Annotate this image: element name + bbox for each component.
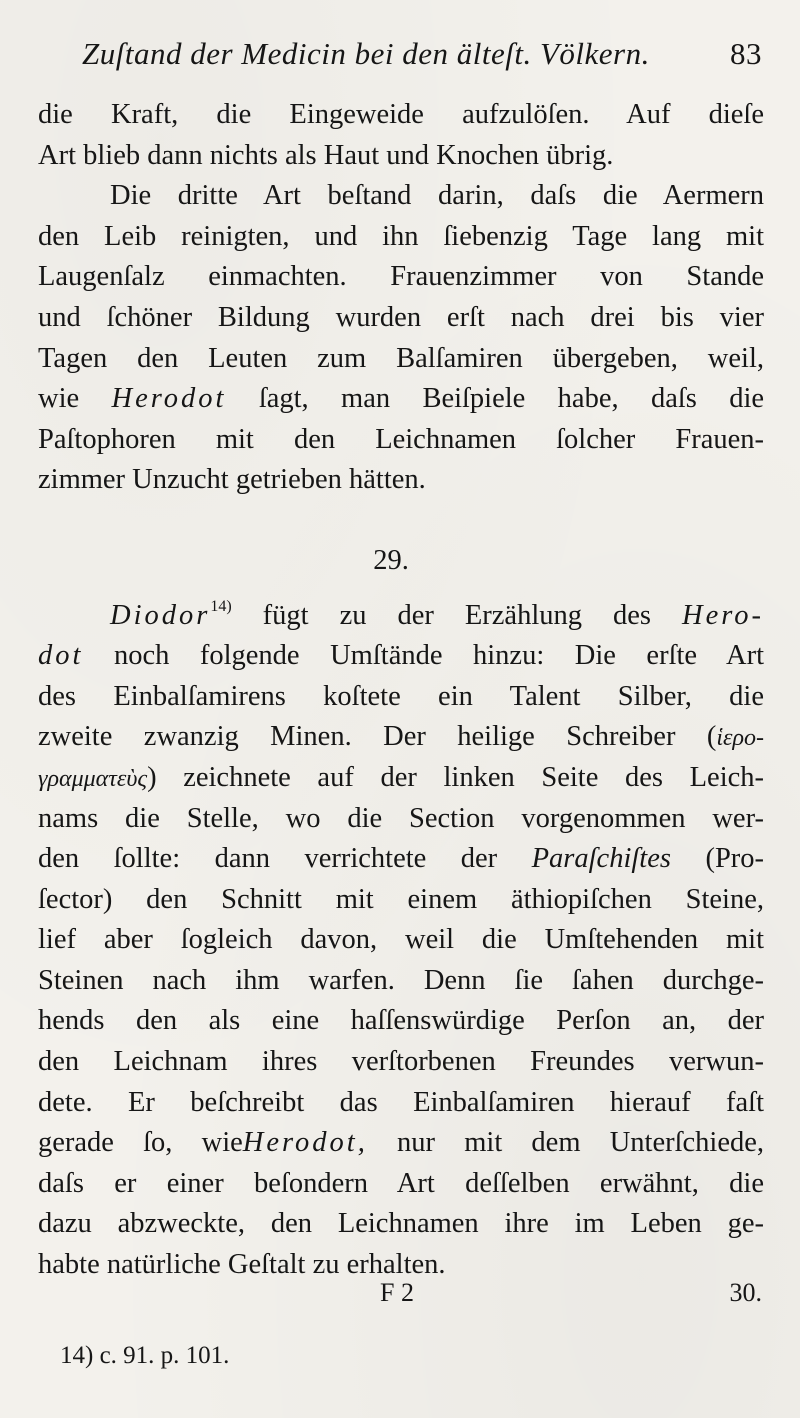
text-line: den Leib reinigten, und ihn ſiebenzig Tage lang mit: [38, 220, 764, 252]
text-fragment: (Pro-: [705, 843, 765, 875]
author-name-herodot: Herodot: [111, 383, 227, 415]
text-line: [38, 379, 764, 420]
page-number: 83: [730, 36, 762, 71]
text-fragment: ) zeichnete auf der linken Seite des Leich-: [147, 761, 764, 793]
footnote: 14) c. 91. p. 101.: [60, 1342, 230, 1369]
text-line: den Leichnam ihres verſtorbenen Freundes verwun-: [38, 1046, 764, 1078]
author-name-herodot: Hero-: [681, 599, 764, 631]
paragraph-3: [38, 596, 764, 1286]
paragraph-1: [38, 95, 764, 176]
author-name-herodot: Herodot,: [242, 1127, 368, 1159]
text-line: habte natürliche Geſtalt zu erhalten.: [38, 1249, 446, 1281]
text-fragment: noch folgende Umſtände hinzu: Die erſte Art: [113, 640, 764, 672]
text-line: [38, 717, 764, 758]
text-line: hends den als eine haſſenswürdige Perſon an, der: [38, 1005, 764, 1037]
text-line: die Kraft, die Eingeweide aufzulöſen. Auf dieſe: [38, 99, 764, 130]
text-line: und ſchöner Bildung wurden erſt nach drei bis vier: [38, 301, 764, 333]
text-line: Die dritte Art beſtand darin, daſs die Aermern: [110, 180, 764, 212]
text-line: daſs er einer beſondern Art deſſelben erwähnt, die: [38, 1167, 764, 1199]
catchword: 30.: [729, 1278, 762, 1307]
text-line: [38, 596, 764, 637]
text-line: [38, 758, 764, 799]
text-line: nams die Stelle, wo die Section vorgenommen wer-: [38, 802, 764, 834]
text-line: Art blieb dann nichts als Haut und Knochen übrig.: [38, 139, 614, 171]
running-title: Zuſtand der Medicin bei den älteſt. Völkern.: [82, 36, 650, 71]
greek-word: ἱερο-: [716, 725, 764, 752]
text-line: dete. Er beſchreibt das Einbalſamiren hierauf faſt: [38, 1086, 764, 1118]
text-fragment: zweite zwanzig Minen. Der heilige Schreiber (: [38, 721, 717, 753]
term-paraschistes: Paraſchiſtes: [531, 843, 671, 875]
section-number: 29.: [373, 544, 409, 576]
text-line: Laugenſalz einmachten. Frauenzimmer von Stande: [38, 261, 764, 293]
text-line: zimmer Unzucht getrieben hätten.: [38, 464, 426, 496]
text-line: Steinen nach ihm warfen. Denn ſie ſahen durchge-: [38, 964, 764, 996]
signature-mark: F 2: [380, 1278, 414, 1307]
text-line: dazu abzweckte, den Leichnamen ihre im Leben ge-: [38, 1208, 764, 1240]
text-fragment: wie: [38, 383, 80, 415]
text-fragment: gerade ſo, wie: [38, 1127, 243, 1159]
author-name-herodot-cont: dot: [38, 640, 84, 672]
text-line: [38, 839, 764, 880]
text-line: [38, 1123, 764, 1164]
author-name-diodor: Diodor: [110, 599, 211, 631]
text-line: Paſtophoren mit den Leichnamen ſolcher Frauen-: [38, 423, 764, 455]
text-fragment: ſagt, man Beiſpiele habe, daſs die: [258, 383, 765, 415]
greek-word: γραμματεὺς: [38, 765, 148, 792]
text-line: lief aber ſogleich davon, weil die Umſtehenden mit: [38, 924, 764, 956]
text-line: [38, 636, 764, 677]
text-line: des Einbalſamirens koſtete ein Talent Silber, die: [38, 680, 764, 712]
text-fragment: den ſollte: dann verrichtete der: [38, 843, 498, 875]
body-text: [38, 95, 764, 1286]
paragraph-2: [38, 176, 764, 501]
page-header: [70, 36, 762, 76]
text-line: ſector) den Schnitt mit einem äthiopiſchen Steine,: [38, 883, 764, 915]
text-fragment: nur mit dem Unterſchiede,: [397, 1127, 764, 1159]
text-line: Tagen den Leuten zum Balſamiren übergeben, weil,: [38, 342, 764, 374]
footnote-reference: 14): [210, 597, 232, 615]
text-fragment: fügt zu der Erzählung des: [262, 599, 651, 631]
